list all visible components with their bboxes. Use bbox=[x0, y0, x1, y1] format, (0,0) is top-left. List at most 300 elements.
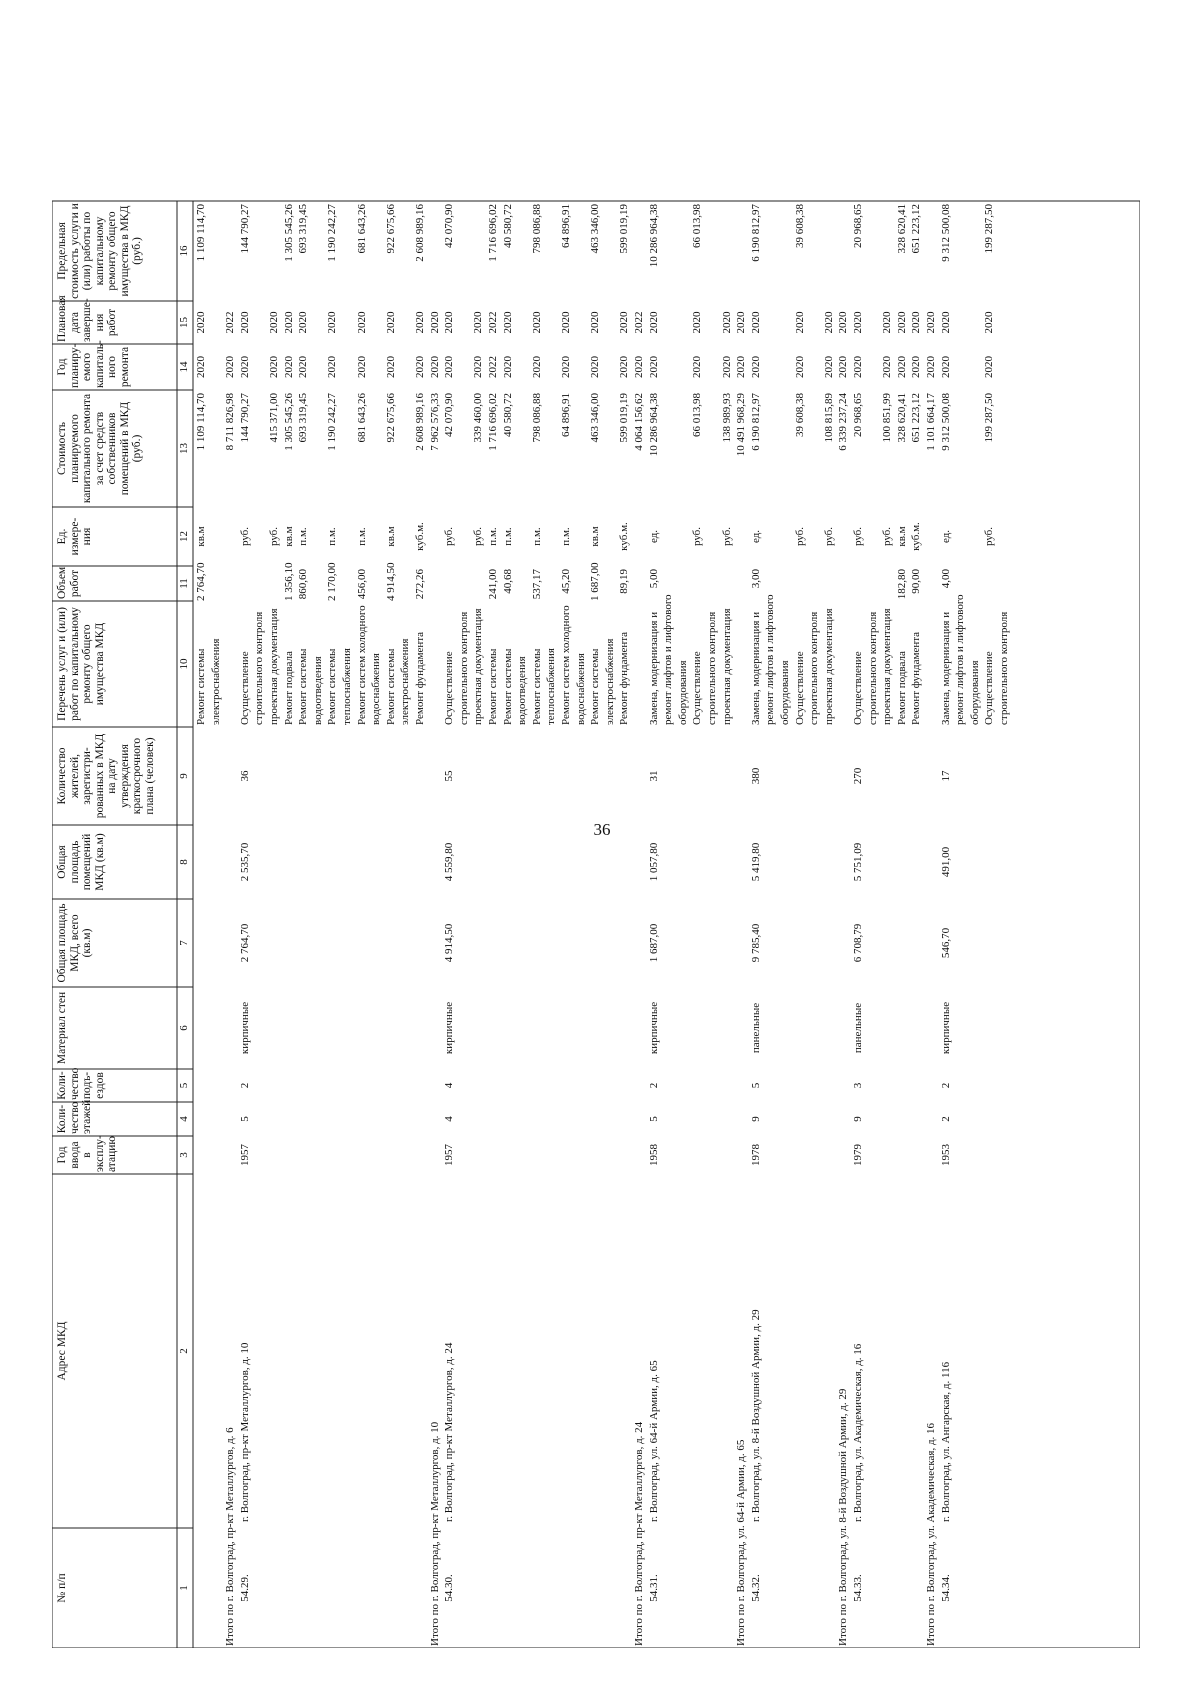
wall-material-cell: панельные bbox=[749, 1002, 762, 1054]
year-built-cell: 1957 bbox=[238, 1144, 251, 1166]
address-cell: г. Волгоград, ул. 8-й Воздушной Армии, д. 29 bbox=[749, 1309, 762, 1522]
repair-year-cell: 2020 bbox=[530, 356, 543, 378]
entrances-cell: 2 bbox=[939, 1082, 952, 1089]
planned-cost-cell: 66 013,98 bbox=[691, 393, 704, 437]
planned-cost-cell: 1 109 114,70 bbox=[195, 393, 207, 451]
wall-material-cell: кирпичные bbox=[443, 1001, 456, 1055]
repair-year-cell: 2020 bbox=[326, 356, 339, 378]
column-number-9: 9 bbox=[178, 773, 190, 779]
planned-cost-cell: 599 019,19 bbox=[618, 393, 631, 443]
planned-completion-cell: 2020 bbox=[560, 311, 572, 334]
repair-year-cell: 2020 bbox=[238, 356, 251, 378]
work-type-cell: Ремонт системы bbox=[297, 648, 310, 725]
floors-cell: 5 bbox=[647, 1116, 660, 1122]
planned-completion-cell: 2020 bbox=[793, 311, 806, 334]
column-header-16: Предельная стоимость услуги и (или) работы по капитальному ремонту общего имущества в МКД (руб.) bbox=[56, 203, 143, 299]
planned-cost-cell: 9 312 500,08 bbox=[939, 393, 952, 451]
unit-cell: руб. bbox=[691, 526, 704, 547]
planned-cost-cell: 798 086,88 bbox=[530, 393, 543, 443]
planned-completion-cell: 2020 bbox=[852, 311, 864, 334]
column-number-11: 11 bbox=[178, 578, 190, 589]
limit-cost-cell: 463 346,00 bbox=[589, 204, 602, 254]
repair-year-cell: 2020 bbox=[224, 356, 237, 378]
work-volume-cell: 182,80 bbox=[895, 569, 908, 600]
repair-year-cell: 2020 bbox=[282, 356, 295, 378]
unit-cell: куб.м. bbox=[910, 522, 923, 551]
unit-cell: п.м. bbox=[355, 527, 368, 546]
repair-year-cell: 2020 bbox=[939, 356, 952, 378]
unit-cell: куб.м. bbox=[618, 522, 631, 551]
limit-cost-cell: 681 643,26 bbox=[355, 204, 368, 254]
work-type-cell: Осуществление bbox=[238, 651, 251, 725]
work-type-cell: проектная документация bbox=[881, 608, 894, 725]
unit-cell: руб. bbox=[983, 526, 996, 547]
repair-year-cell: 2020 bbox=[589, 356, 602, 378]
planned-cost-cell: 10 286 964,38 bbox=[647, 393, 660, 457]
planned-completion-cell: 2020 bbox=[720, 311, 733, 334]
total-area-cell: 6 708,79 bbox=[852, 923, 864, 963]
unit-cell: п.м. bbox=[297, 527, 310, 546]
column-number-4: 4 bbox=[178, 1116, 190, 1122]
column-header-12: Ед. измере-ния bbox=[56, 517, 93, 556]
repair-year-cell: 2022 bbox=[487, 356, 499, 378]
planned-cost-cell: 144 790,27 bbox=[238, 393, 251, 443]
column-header-8: Общая площадь помещений МКД (кв.м) bbox=[56, 833, 106, 891]
column-header-1: № п/п bbox=[56, 1573, 68, 1603]
limit-cost-cell: 328 620,41 bbox=[895, 204, 908, 254]
limit-cost-cell: 42 070,90 bbox=[443, 204, 456, 248]
address-cell: г. Волгоград, пр-кт Металлургов, д. 10 bbox=[238, 1342, 251, 1522]
year-built-cell: 1953 bbox=[939, 1144, 952, 1166]
column-number-2: 2 bbox=[178, 1348, 190, 1354]
planned-cost-cell: 199 287,50 bbox=[983, 393, 996, 443]
rooms-area-cell: 491,00 bbox=[939, 846, 952, 878]
work-type-cell: электроснабжения bbox=[603, 638, 616, 725]
year-built-cell: 1978 bbox=[749, 1144, 762, 1166]
limit-cost-cell: 922 675,66 bbox=[384, 204, 397, 254]
entrances-cell: 3 bbox=[852, 1082, 864, 1089]
unit-cell: кв.м bbox=[282, 526, 295, 547]
unit-cell: руб. bbox=[793, 526, 806, 547]
work-type-cell: Ремонт системы bbox=[501, 648, 514, 725]
floors-cell: 2 bbox=[939, 1116, 952, 1122]
work-type-cell: Осуществление bbox=[443, 651, 456, 725]
planned-completion-cell: 2020 bbox=[939, 311, 952, 334]
planned-cost-cell: 100 851,99 bbox=[881, 393, 894, 443]
rooms-area-cell: 5 419,80 bbox=[749, 842, 762, 882]
work-type-cell: водоотведения bbox=[516, 656, 529, 725]
repair-year-cell: 2020 bbox=[618, 356, 631, 378]
column-header-4: Коли-чество этажей bbox=[56, 1099, 93, 1134]
work-type-cell: Ремонт системы bbox=[530, 648, 543, 725]
planned-cost-cell: 8 711 826,98 bbox=[224, 393, 237, 451]
planned-completion-cell: 2020 bbox=[647, 311, 660, 334]
work-volume-cell: 1 356,10 bbox=[282, 562, 295, 601]
residents-cell: 31 bbox=[647, 770, 660, 782]
work-type-cell: Осуществление bbox=[852, 651, 864, 725]
unit-cell: руб. bbox=[268, 526, 280, 547]
column-header-3: Год ввода в эксплу-атацию bbox=[56, 1135, 118, 1172]
work-volume-cell: 456,00 bbox=[355, 569, 368, 600]
planned-completion-cell: 2020 bbox=[589, 311, 602, 334]
planned-cost-cell: 7 962 576,33 bbox=[428, 393, 441, 451]
planned-cost-cell: 20 968,65 bbox=[852, 393, 864, 437]
column-header-6: Материал стен bbox=[56, 991, 68, 1065]
planned-completion-cell: 2020 bbox=[910, 311, 923, 334]
work-type-cell: Ремонт подвала bbox=[895, 651, 908, 725]
address-cell: г. Волгоград, пр-кт Металлургов, д. 24 bbox=[443, 1342, 456, 1522]
column-number-7: 7 bbox=[178, 940, 190, 946]
page-number: 36 bbox=[593, 820, 611, 839]
planned-completion-cell: 2020 bbox=[384, 311, 397, 334]
unit-cell: кв.м bbox=[384, 526, 397, 547]
repair-year-cell: 2020 bbox=[881, 356, 894, 378]
planned-cost-cell: 1 190 242,27 bbox=[326, 393, 339, 451]
unit-cell: руб. bbox=[720, 526, 733, 547]
work-type-cell: проектная документация bbox=[268, 608, 280, 725]
work-type-cell: строительного контроля bbox=[253, 611, 266, 725]
column-number-14: 14 bbox=[178, 361, 190, 373]
work-type-cell: строительного контроля bbox=[808, 611, 821, 725]
repair-year-cell: 2020 bbox=[560, 356, 572, 378]
work-type-cell: оборудования bbox=[968, 660, 981, 725]
limit-cost-cell: 651 223,12 bbox=[910, 204, 923, 254]
residents-cell: 55 bbox=[443, 770, 456, 782]
total-area-cell: 2 764,70 bbox=[238, 923, 251, 963]
work-type-cell: Ремонт подвала bbox=[282, 651, 295, 725]
repair-year-cell: 2020 bbox=[647, 356, 660, 378]
planned-completion-cell: 2020 bbox=[822, 311, 835, 334]
column-header-5: Коли-чество подъ-ездов bbox=[56, 1067, 106, 1100]
column-header-13: Стоимость планируемого капитального ремонта за счет средств собственников помещений в МКД (руб.) bbox=[56, 393, 143, 504]
repair-year-cell: 2020 bbox=[720, 356, 733, 378]
capital-repair-table bbox=[52, 34, 1140, 1648]
unit-cell: руб. bbox=[443, 526, 456, 547]
planned-cost-cell: 922 675,66 bbox=[384, 393, 397, 443]
planned-completion-cell: 2020 bbox=[735, 311, 748, 334]
planned-completion-cell: 2020 bbox=[837, 311, 850, 334]
work-type-cell: Ремонт систем холодного bbox=[355, 605, 368, 725]
work-type-cell: Ремонт системы bbox=[589, 648, 602, 725]
limit-cost-cell: 798 086,88 bbox=[530, 204, 543, 254]
planned-completion-cell: 2020 bbox=[355, 311, 368, 334]
work-type-cell: проектная документация bbox=[822, 608, 835, 725]
work-volume-cell: 4 914,50 bbox=[384, 562, 397, 601]
column-number-10: 10 bbox=[178, 658, 190, 670]
repair-year-cell: 2020 bbox=[195, 356, 207, 378]
item-number: 54.34. bbox=[939, 1574, 952, 1602]
total-row-label: Итого по г. Волгоград, пр-кт Металлургов, д. 10 bbox=[428, 1421, 441, 1646]
planned-cost-cell: 39 608,38 bbox=[793, 393, 806, 437]
work-type-cell: строительного контроля bbox=[457, 611, 470, 725]
year-built-cell: 1958 bbox=[647, 1144, 660, 1166]
limit-cost-cell: 6 190 812,97 bbox=[749, 204, 762, 262]
address-cell: г. Волгоград, ул. Академическая, д. 16 bbox=[852, 1343, 864, 1522]
column-header-10: Перечень услуг и (или) работ по капитальному ремонту общего имущества МКД bbox=[56, 607, 106, 721]
total-row-label: Итого по г. Волгоград, ул. 64-й Армии, д. 65 bbox=[735, 1439, 748, 1646]
limit-cost-cell: 66 013,98 bbox=[691, 204, 704, 248]
residents-cell: 17 bbox=[939, 770, 952, 782]
unit-cell: кв.м bbox=[895, 526, 908, 547]
item-number: 54.29. bbox=[238, 1574, 251, 1602]
unit-cell: руб. bbox=[852, 526, 864, 547]
limit-cost-cell: 1 109 114,70 bbox=[195, 204, 207, 262]
unit-cell: руб. bbox=[822, 526, 835, 547]
work-volume-cell: 3,00 bbox=[749, 569, 762, 589]
work-volume-cell: 1 687,00 bbox=[589, 562, 602, 601]
rooms-area-cell: 5 751,09 bbox=[852, 842, 864, 882]
rooms-area-cell: 1 057,80 bbox=[647, 842, 660, 882]
work-volume-cell: 90,00 bbox=[910, 569, 923, 594]
repair-year-cell: 2020 bbox=[749, 356, 762, 378]
planned-cost-cell: 339 460,00 bbox=[472, 393, 485, 443]
repair-year-cell: 2020 bbox=[793, 356, 806, 378]
column-number-16: 16 bbox=[178, 245, 190, 257]
work-volume-cell: 40,68 bbox=[501, 569, 514, 594]
planned-completion-cell: 2020 bbox=[530, 311, 543, 334]
repair-year-cell: 2020 bbox=[472, 356, 485, 378]
total-row-label: Итого по г. Волгоград, ул. 8-й Воздушной Армии, д. 29 bbox=[837, 1388, 850, 1646]
planned-cost-cell: 415 371,00 bbox=[268, 393, 280, 443]
unit-cell: кв.м bbox=[589, 526, 602, 547]
unit-cell: куб.м. bbox=[414, 522, 426, 551]
work-type-cell: Замена, модернизация и bbox=[749, 611, 762, 725]
work-type-cell: проектная документация bbox=[472, 608, 485, 725]
address-cell: г. Волгоград, ул. 64-й Армии, д. 65 bbox=[647, 1360, 660, 1522]
planned-cost-cell: 108 815,89 bbox=[822, 393, 835, 443]
repair-year-cell: 2020 bbox=[983, 356, 996, 378]
year-built-cell: 1979 bbox=[852, 1144, 864, 1166]
limit-cost-cell: 10 286 964,38 bbox=[647, 204, 660, 268]
work-volume-cell: 860,60 bbox=[297, 569, 310, 600]
column-number-12: 12 bbox=[178, 531, 190, 542]
work-type-cell: Замена, модернизация и bbox=[647, 611, 660, 725]
work-volume-cell: 272,26 bbox=[414, 569, 426, 600]
planned-cost-cell: 2 608 989,16 bbox=[414, 393, 426, 451]
limit-cost-cell: 40 580,72 bbox=[501, 204, 514, 248]
repair-year-cell: 2020 bbox=[501, 356, 514, 378]
planned-cost-cell: 6 339 237,24 bbox=[837, 393, 850, 451]
limit-cost-cell: 1 190 242,27 bbox=[326, 204, 339, 262]
work-type-cell: водоснабжения bbox=[370, 653, 383, 725]
limit-cost-cell: 693 319,45 bbox=[297, 204, 310, 254]
column-header-11: Объем работ bbox=[56, 566, 81, 599]
entrances-cell: 2 bbox=[238, 1082, 251, 1089]
repair-year-cell: 2020 bbox=[414, 356, 426, 378]
work-type-cell: проектная документация bbox=[720, 608, 733, 725]
work-type-cell: Замена, модернизация и bbox=[939, 611, 952, 725]
planned-cost-cell: 40 580,72 bbox=[501, 393, 514, 437]
limit-cost-cell: 599 019,19 bbox=[618, 204, 631, 254]
limit-cost-cell: 9 312 500,08 bbox=[939, 204, 952, 262]
column-header-7: Общая площадь МКД, всего (кв.м) bbox=[56, 903, 93, 983]
work-volume-cell: 241,00 bbox=[487, 569, 499, 600]
planned-completion-cell: 2020 bbox=[618, 311, 631, 334]
floors-cell: 9 bbox=[852, 1116, 864, 1122]
unit-cell: ед. bbox=[647, 529, 660, 544]
unit-cell: п.м. bbox=[487, 527, 499, 546]
total-area-cell: 546,70 bbox=[939, 927, 952, 959]
residents-cell: 380 bbox=[749, 767, 762, 785]
column-number-15: 15 bbox=[178, 317, 190, 328]
planned-completion-cell: 2020 bbox=[925, 311, 937, 334]
work-volume-cell: 89,19 bbox=[618, 569, 631, 594]
unit-cell: руб. bbox=[881, 526, 894, 547]
total-area-cell: 4 914,50 bbox=[443, 923, 456, 963]
wall-material-cell: кирпичные bbox=[238, 1001, 251, 1055]
work-type-cell: Ремонт фундамента bbox=[414, 631, 426, 725]
planned-cost-cell: 138 989,93 bbox=[720, 393, 733, 443]
rooms-area-cell: 2 535,70 bbox=[238, 842, 251, 882]
column-header-2: Адрес МКД bbox=[56, 1321, 68, 1381]
floors-cell: 9 bbox=[749, 1116, 762, 1122]
work-type-cell: оборудования bbox=[779, 660, 791, 725]
planned-completion-cell: 2020 bbox=[895, 311, 908, 334]
wall-material-cell: панельные bbox=[852, 1002, 864, 1054]
planned-completion-cell: 2020 bbox=[472, 311, 485, 334]
planned-completion-cell: 2020 bbox=[195, 311, 207, 334]
unit-cell: руб. bbox=[472, 526, 485, 547]
floors-cell: 5 bbox=[238, 1116, 251, 1122]
planned-cost-cell: 1 305 545,26 bbox=[282, 393, 295, 451]
column-header-15: Плановая дата заверше-ния работ bbox=[56, 295, 118, 342]
year-built-cell: 1957 bbox=[443, 1144, 456, 1166]
repair-year-cell: 2020 bbox=[691, 356, 704, 378]
planned-cost-cell: 463 346,00 bbox=[589, 393, 602, 443]
total-row-label: Итого по г. Волгоград, пр-кт Металлургов, д. 6 bbox=[224, 1427, 237, 1646]
planned-completion-cell: 2020 bbox=[297, 311, 310, 334]
limit-cost-cell: 199 287,50 bbox=[983, 204, 996, 254]
work-type-cell: электроснабжения bbox=[209, 638, 222, 725]
limit-cost-cell: 20 968,65 bbox=[852, 204, 864, 248]
work-type-cell: ремонт лифтов и лифтового bbox=[764, 594, 777, 725]
column-number-8: 8 bbox=[178, 859, 190, 865]
limit-cost-cell: 64 896,91 bbox=[560, 204, 572, 248]
work-type-cell: строительного контроля bbox=[706, 611, 718, 725]
planned-cost-cell: 64 896,91 bbox=[560, 393, 572, 437]
planned-completion-cell: 2020 bbox=[749, 311, 762, 334]
repair-year-cell: 2020 bbox=[895, 356, 908, 378]
planned-completion-cell: 2020 bbox=[282, 311, 295, 334]
work-type-cell: Ремонт системы bbox=[195, 648, 207, 725]
column-header-14: Год планиру-емого капиталь-ного ремонта bbox=[56, 340, 131, 388]
floors-cell: 4 bbox=[443, 1116, 456, 1122]
work-type-cell: электроснабжения bbox=[399, 638, 412, 725]
work-type-cell: теплоснабжения bbox=[341, 648, 353, 725]
repair-year-cell: 2020 bbox=[355, 356, 368, 378]
work-type-cell: Ремонт системы bbox=[326, 648, 339, 725]
limit-cost-cell: 2 608 989,16 bbox=[414, 204, 426, 262]
wall-material-cell: кирпичные bbox=[939, 1001, 952, 1055]
entrances-cell: 2 bbox=[647, 1082, 660, 1089]
work-type-cell: водоотведения bbox=[311, 656, 324, 725]
repair-year-cell: 2020 bbox=[633, 356, 645, 378]
planned-cost-cell: 10 491 968,29 bbox=[735, 393, 748, 457]
unit-cell: кв.м bbox=[195, 526, 207, 547]
work-volume-cell: 45,20 bbox=[560, 569, 572, 594]
planned-cost-cell: 328 620,41 bbox=[895, 393, 908, 443]
work-type-cell: оборудования bbox=[676, 660, 689, 725]
limit-cost-cell: 144 790,27 bbox=[238, 204, 251, 254]
work-type-cell: Ремонт системы bbox=[487, 648, 499, 725]
work-type-cell: Ремонт фундамента bbox=[618, 631, 631, 725]
work-type-cell: Осуществление bbox=[983, 651, 996, 725]
work-type-cell: строительного контроля bbox=[998, 611, 1010, 725]
planned-completion-cell: 2022 bbox=[487, 311, 499, 334]
work-volume-cell: 2 170,00 bbox=[326, 562, 339, 601]
repair-year-cell: 2020 bbox=[837, 356, 850, 378]
unit-cell: ед. bbox=[939, 529, 952, 544]
column-number-3: 3 bbox=[178, 1152, 190, 1158]
wall-material-cell: кирпичные bbox=[647, 1001, 660, 1055]
unit-cell: руб. bbox=[238, 526, 251, 547]
work-volume-cell: 4,00 bbox=[939, 569, 952, 589]
planned-completion-cell: 2020 bbox=[428, 311, 441, 334]
planned-cost-cell: 6 190 812,97 bbox=[749, 393, 762, 451]
repair-year-cell: 2020 bbox=[925, 356, 937, 378]
column-number-5: 5 bbox=[178, 1082, 190, 1089]
repair-year-cell: 2020 bbox=[735, 356, 748, 378]
work-type-cell: Осуществление bbox=[691, 651, 704, 725]
residents-cell: 270 bbox=[852, 767, 864, 785]
work-type-cell: водоснабжения bbox=[574, 653, 587, 725]
total-area-cell: 9 785,40 bbox=[749, 923, 762, 963]
entrances-cell: 5 bbox=[749, 1082, 762, 1089]
repair-year-cell: 2020 bbox=[428, 356, 441, 378]
total-row-label: Итого по г. Волгоград, ул. Академическая, д. 16 bbox=[925, 1422, 937, 1646]
work-type-cell: Ремонт системы bbox=[384, 648, 397, 725]
repair-year-cell: 2020 bbox=[910, 356, 923, 378]
planned-cost-cell: 42 070,90 bbox=[443, 393, 456, 437]
limit-cost-cell: 1 305 545,26 bbox=[282, 204, 295, 262]
total-area-cell: 1 687,00 bbox=[647, 923, 660, 963]
planned-cost-cell: 4 064 156,62 bbox=[633, 393, 645, 451]
planned-completion-cell: 2020 bbox=[326, 311, 339, 334]
repair-year-cell: 2020 bbox=[852, 356, 864, 378]
limit-cost-cell: 39 608,38 bbox=[793, 204, 806, 248]
planned-completion-cell: 2020 bbox=[881, 311, 894, 334]
planned-cost-cell: 651 223,12 bbox=[910, 393, 923, 443]
item-number: 54.32. bbox=[749, 1574, 762, 1602]
work-type-cell: теплоснабжения bbox=[545, 648, 558, 725]
unit-cell: п.м. bbox=[560, 527, 572, 546]
planned-completion-cell: 2020 bbox=[443, 311, 456, 334]
unit-cell: ед. bbox=[749, 529, 762, 544]
repair-year-cell: 2020 bbox=[297, 356, 310, 378]
planned-completion-cell: 2020 bbox=[414, 311, 426, 334]
planned-completion-cell: 2020 bbox=[983, 311, 996, 334]
column-header-9: Количество жителей, зарегистри-рованных в МКД на дату утверждения краткосрочного плана (человек) bbox=[56, 733, 156, 819]
planned-completion-cell: 2020 bbox=[691, 311, 704, 334]
work-volume-cell: 537,17 bbox=[530, 569, 543, 600]
work-type-cell: Ремонт систем холодного bbox=[560, 605, 572, 725]
planned-completion-cell: 2022 bbox=[633, 311, 645, 334]
item-number: 54.33. bbox=[852, 1574, 864, 1602]
planned-completion-cell: 2020 bbox=[238, 311, 251, 334]
repair-year-cell: 2020 bbox=[822, 356, 835, 378]
planned-cost-cell: 1 101 664,17 bbox=[925, 393, 937, 451]
unit-cell: п.м. bbox=[326, 527, 339, 546]
rooms-area-cell: 4 559,80 bbox=[443, 842, 456, 882]
total-row-label: Итого по г. Волгоград, пр-кт Металлургов, д. 24 bbox=[633, 1421, 645, 1646]
work-volume-cell: 2 764,70 bbox=[195, 562, 207, 601]
work-volume-cell: 5,00 bbox=[647, 569, 660, 589]
limit-cost-cell: 1 716 696,02 bbox=[487, 204, 499, 262]
column-number-13: 13 bbox=[178, 443, 190, 454]
planned-completion-cell: 2020 bbox=[268, 311, 280, 334]
planned-completion-cell: 2022 bbox=[224, 311, 237, 334]
work-type-cell: Осуществление bbox=[793, 651, 806, 725]
